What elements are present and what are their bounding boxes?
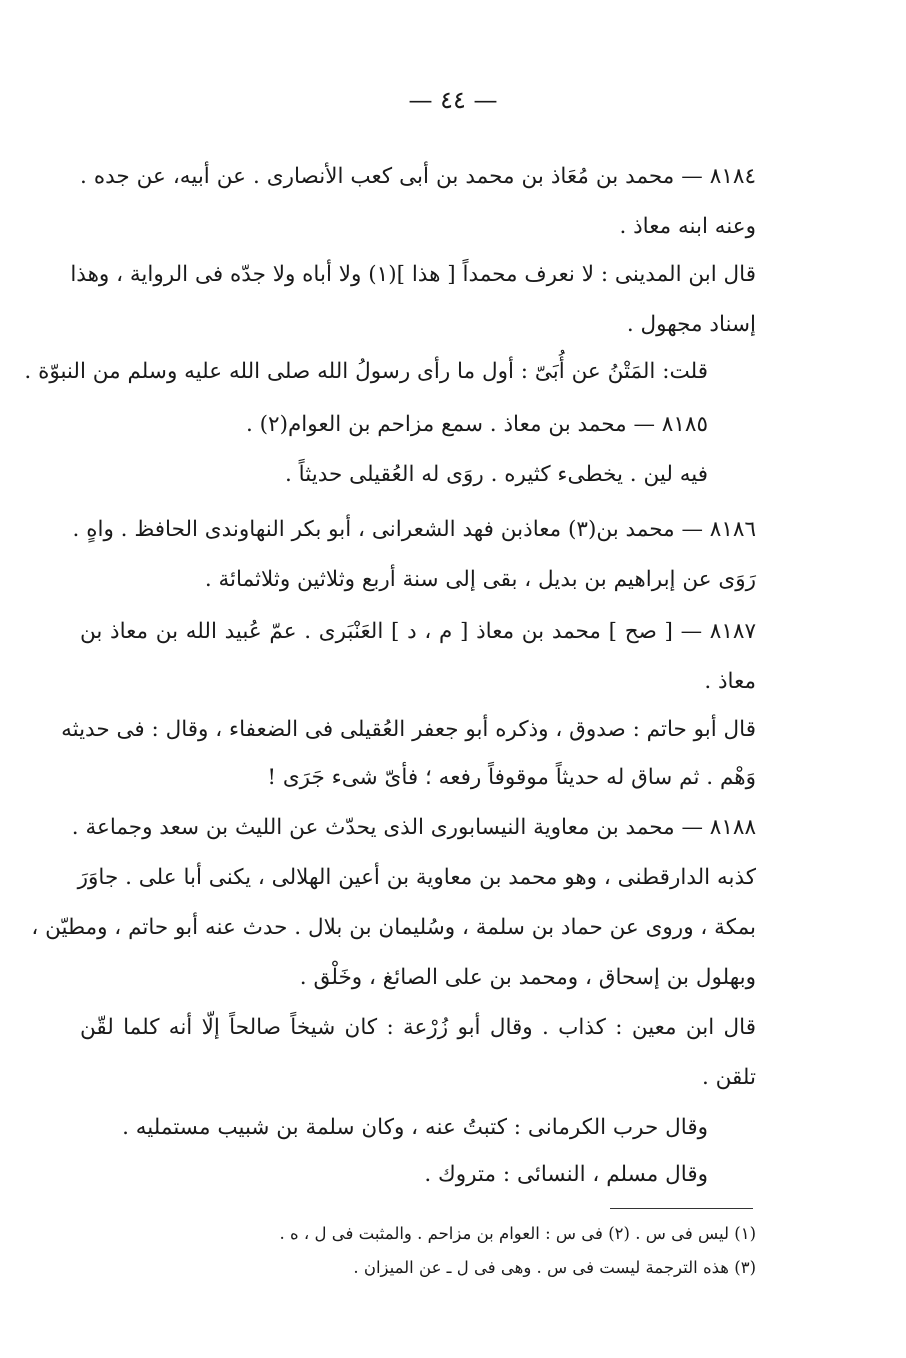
entry-8188-line-3: بمكة ، وروى عن حماد بن سلمة ، وسُليمان بن بلال . حدث عنه أبو حاتم ، ومطيّن ، — [31, 915, 756, 940]
entry-8184-line-5: قلت: المَتْنُ عن أُبَىّ : أول ما رأى رسولُ الله صلى الله عليه وسلم من النبوّة . — [24, 359, 708, 384]
entry-8188-line-1: ٨١٨٨ — محمد بن معاوية النيسابورى الذى يحدّث عن الليث بن سعد وجماعة . — [71, 815, 756, 840]
page-number: — ٤٤ — — [408, 86, 498, 114]
entry-8187-line-3: قال أبو حاتم : صدوق ، وذكره أبو جعفر العُقيلى فى الضعفاء ، وقال : فى حديثه — [61, 717, 756, 742]
entry-8188-line-7: وقال حرب الكرمانى : كتبتُ عنه ، وكان سلمة بن شبيب مستمليه . — [122, 1115, 708, 1140]
entry-8186-line-1: ٨١٨٦ — محمد بن(٣) معاذبن فهد الشعرانى ، أبو بكر النهاوندى الحافظ . واهٍ . — [72, 517, 756, 542]
entry-8188-line-6: تلقن . — [701, 1065, 756, 1090]
entry-8184-line-3: قال ابن المدينى : لا نعرف محمداً [ هذا ](١) ولا أباه ولا جدّه فى الرواية ، وهذا — [70, 262, 756, 287]
entry-8188-line-8: وقال مسلم ، النسائى : متروك . — [424, 1162, 708, 1187]
footnote-3: (٣) هذه الترجمة ليست فى س . وهى فى ل ـ عن الميزان . — [353, 1258, 756, 1277]
entry-8185-line-1: ٨١٨٥ — محمد بن معاذ . سمع مزاحم بن العوام(٢) . — [245, 412, 708, 437]
entry-8188-line-5: قال ابن معين : كذاب . وقال أبو زُرْعة : كان شيخاً صالحاً إلّا أنه كلما لقّن — [80, 1015, 756, 1040]
entry-8184-line-2: وعنه ابنه معاذ . — [619, 214, 756, 239]
footnote-1-2: (١) ليس فى س . (٢) فى س : العوام بن مزاحم . والمثبت فى ل ، ه . — [279, 1224, 756, 1243]
entry-8187-line-2: معاذ . — [704, 669, 756, 694]
entry-8184-line-4: إسناد مجهول . — [626, 312, 756, 337]
entry-8187-line-4: وَهْم . ثم ساق له حديثاً موقوفاً رفعه ؛ فأىّ شىء جَرَى ! — [267, 765, 756, 790]
entry-8188-line-2: كذبه الدارقطنى ، وهو محمد بن معاوية بن أعين الهلالى ، يكنى أبا على . جاوَرَ — [77, 865, 756, 890]
entry-8185-line-2: فيه لين . يخطىء كثيره . روَى له العُقيلى حديثاً . — [285, 462, 708, 487]
entry-8184-line-1: ٨١٨٤ — محمد بن مُعَاذ بن محمد بن أبى كعب الأنصارى . عن أبيه، عن جده . — [80, 164, 756, 189]
entry-8186-line-2: رَوَى عن إبراهيم بن بديل ، بقى إلى سنة أربع وثلاثين وثلاثمائة . — [204, 567, 756, 592]
entry-8187-line-1: ٨١٨٧ — [ صح ] محمد بن معاذ [ م ، د ] العَنْبَرى . عمّ عُبيد الله بن معاذ بن — [80, 619, 756, 644]
footnote-separator — [610, 1208, 753, 1209]
entry-8188-line-4: وبهلول بن إسحاق ، ومحمد بن على الصائغ ، وخَلْق . — [299, 965, 756, 990]
